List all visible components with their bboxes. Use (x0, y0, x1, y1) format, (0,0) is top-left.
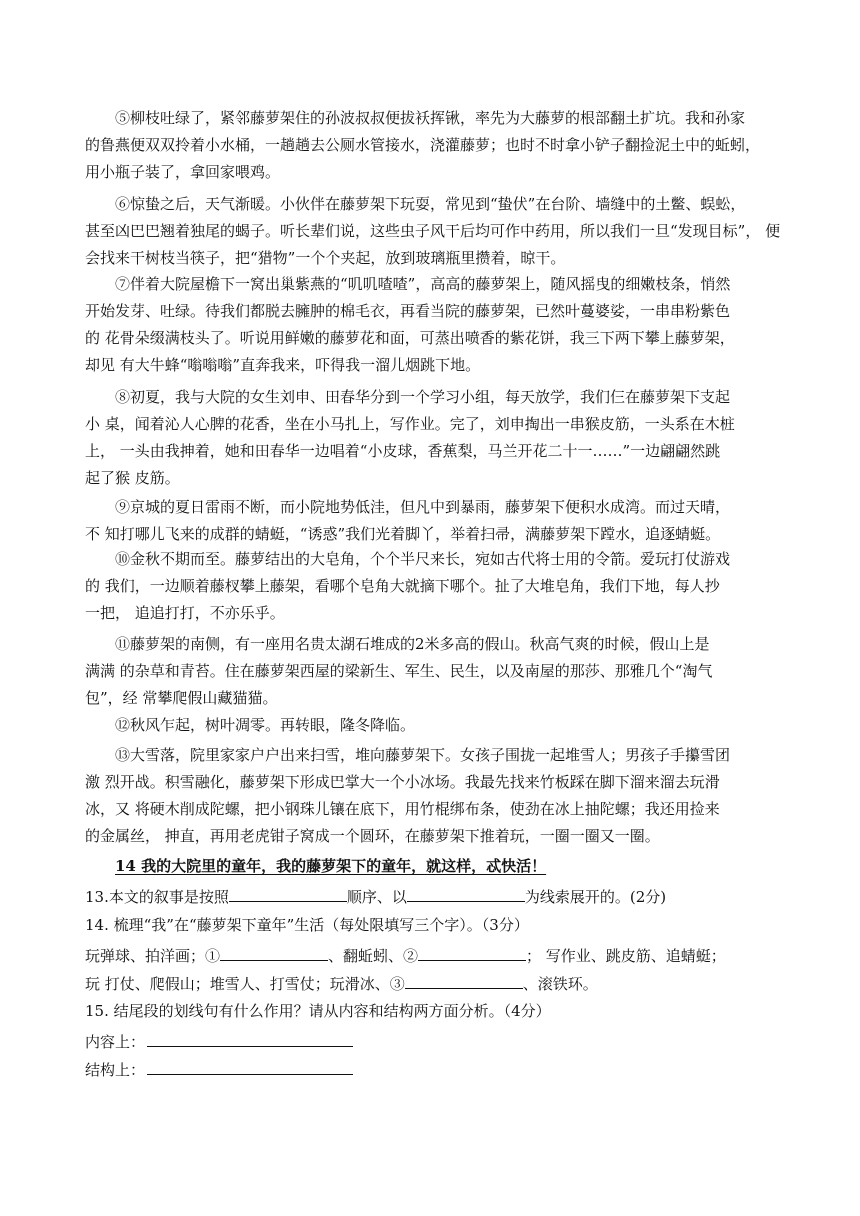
question-14-line-2 (85, 972, 598, 995)
closing-underlined-sentence: 14 我的大院里的童年，我的藤萝架下的童年，就这样，忒快活！ (115, 857, 547, 875)
paragraph-11 (85, 631, 785, 712)
question-14: 14. 梳理“我”在“藤萝架下童年”生活（每处限填写三个字）。（3分） (85, 916, 529, 934)
question-text: ； 写作业、跳皮筋、追蜻蜓； (526, 947, 726, 965)
question-text: 、滚铁环。 (522, 975, 598, 993)
text-line: 包”，经 常攀爬假山藏猫猫。 (85, 689, 278, 707)
question-text: 玩弹球、拍洋画；① (85, 947, 221, 965)
text-line: 的鲁燕便双双拎着小水桶，一趟趟去公厕水管接水，浇灌藤萝；也时不时拿小铲子翻捡泥土中的蚯蚓， (85, 136, 761, 154)
text-line: 会找来干树枝当筷子，把“猎物”一个个夹起，放到玻璃瓶里攒着，晾干。 (85, 249, 566, 267)
content-label: 内容上： (85, 1033, 146, 1051)
text-line: 起了猴 皮筋。 (85, 469, 180, 487)
answer-blank[interactable] (407, 885, 525, 902)
text-line: 开始发芽、吐绿。待我们都脱去臃肿的棉毛衣，再看当院的藤萝架，已然叶蔓婆娑，一串串粉紫色 (85, 302, 731, 320)
paragraph-10 (85, 546, 785, 627)
text-line: ⑪藤萝架的南侧，有一座用名贵太湖石堆成的2米多高的假山。秋高气爽的时候，假山上是 (115, 635, 710, 653)
structure-answer-blank[interactable] (147, 1058, 353, 1075)
answer-blank-3[interactable] (405, 972, 523, 989)
question-text: 、翻蚯蚓、② (328, 947, 419, 965)
text-line: ⑤柳枝吐绿了，紧邻藤萝架住的孙波叔叔便拔袄挥锹，率先为大藤萝的根部翻土扩坑。我和孙家 (115, 109, 746, 127)
text-line: 用小瓶子装了，拿回家喂鸡。 (85, 163, 281, 181)
content-answer-blank[interactable] (147, 1030, 353, 1047)
paragraph-6 (85, 191, 785, 272)
text-line: 却见 有大牛蜂“嗡嗡嗡”直奔我来，吓得我一溜儿烟跳下地。 (85, 356, 481, 374)
text-line: ⑧初夏，我与大院的女生刘申、田春华分到一个学习小组，每天放学，我们仨在藤萝架下支起 (115, 388, 731, 406)
answer-blank-1[interactable] (220, 944, 328, 961)
structure-label: 结构上： (85, 1061, 146, 1079)
text-line: 上， 一头由我抻着，她和田春华一边唱着“小皮球，香蕉梨，马兰开花二十一……”一边翩翩然跳 (85, 442, 721, 460)
paragraph-7 (85, 271, 785, 379)
question-text: 玩 打仗、爬假山；堆雪人、打雪仗；玩滑冰、③ (85, 975, 405, 993)
text-line: ⑦伴着大院屋檐下一窝出巢紫燕的“叽叽喳喳”，高高的藤萝架上，随风摇曳的细嫩枝条，悄然 (115, 275, 731, 293)
text-line: 的 花骨朵缀满枝头了。听说用鲜嫩的藤萝花和面，可蒸出喷香的紫花饼，我三下两下攀上藤萝架， (85, 329, 735, 347)
paragraph-13 (85, 742, 785, 850)
text-line: 甚至凶巴巴翘着独尾的蝎子。听长辈们说，这些虫子风干后均可作中药用，所以我们一旦“发现目标”， 便 (85, 222, 781, 240)
paragraph-12 (85, 712, 785, 739)
text-line: 小 桌，闻着沁人心脾的花香，坐在小马扎上，写作业。完了，刘申掏出一串猴皮筋，一头系在木桩 (85, 415, 735, 433)
text-line: 不 知打哪儿飞来的成群的蜻蜓，“诱惑”我们光着脚丫，举着扫帚，满藤萝架下蹚水，追逐蜻蜓。 (85, 525, 721, 543)
text-line: 的金属丝， 抻直，再用老虎钳子窝成一个圆环，在藤萝架下推着玩，一圈一圈又一圈。 (85, 827, 660, 845)
text-line: 一把， 追追打打，不亦乐乎。 (85, 604, 285, 622)
paragraph-8 (85, 384, 785, 492)
text-line: ⑫秋风乍起，树叶凋零。再转眼，隆冬降临。 (115, 716, 416, 734)
content-answer-row (85, 1030, 353, 1053)
answer-blank[interactable] (229, 885, 347, 902)
text-line: 激 烈开战。积雪融化，藤萝架下形成巴掌大一个小冰场。我最先找来竹板踩在脚下溜来溜去玩滑 (85, 773, 720, 791)
text-line: 冰，又 将硬木削成陀螺，把小钢珠儿镶在底下，用竹棍绑布条，使劲在冰上抽陀螺；我还用捡来 (85, 800, 720, 818)
text-line: 满满 的杂草和青苔。住在藤萝架西屋的梁新生、军生、民生，以及南屋的那莎、那雅几个“淘气 (85, 662, 713, 680)
text-line: ⑥惊蛰之后，天气渐暖。小伙伴在藤萝架下玩耍，常见到“蛰伏”在台阶、墙缝中的土鳖、蜈蚣， (115, 195, 746, 213)
question-text: 为线索展开的。(2分) (524, 888, 667, 906)
question-13 (85, 885, 666, 908)
question-15: 15. 结尾段的划线句有什么作用？请从内容和结构两方面分析。（4分） (85, 1002, 551, 1020)
paragraph-5 (85, 105, 785, 186)
text-line: ⑬大雪落，院里家家户户出来扫雪，堆向藤萝架下。女孩子围拢一起堆雪人；男孩子手攥雪团 (115, 746, 731, 764)
question-14-line-1 (85, 944, 726, 967)
text-line: ⑨京城的夏日雷雨不断，而小院地势低洼，但凡中到暴雨，藤萝架下便积水成湾。而过天晴， (115, 498, 731, 516)
text-line: ⑩金秋不期而至。藤萝结出的大皂角，个个半尺来长，宛如古代将士用的令箭。爱玩打仗游戏 (115, 550, 731, 568)
question-text: 13.本文的叙事是按照 (85, 888, 229, 906)
paragraph-9 (85, 494, 785, 548)
text-line: 的 我们，一边顺着藤杈攀上藤架，看哪个皂角大就摘下哪个。扯了大堆皂角，我们下地，每人抄 (85, 577, 720, 595)
structure-answer-row (85, 1058, 353, 1081)
question-text: 顺序、以 (346, 888, 407, 906)
answer-blank-2[interactable] (418, 944, 526, 961)
